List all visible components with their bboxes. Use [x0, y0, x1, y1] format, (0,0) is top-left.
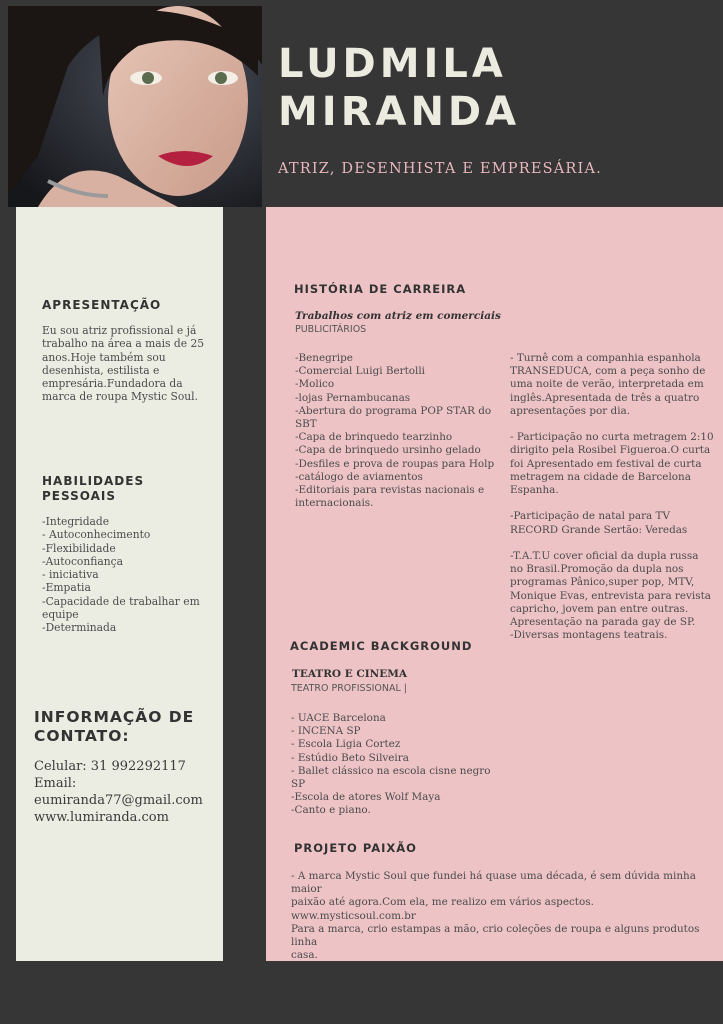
profession-subtitle: ATRIZ, DESENHISTA E EMPRESÁRIA. [278, 161, 602, 177]
paixao-heading: PROJETO PAIXÃO [294, 841, 417, 855]
email-label: Email: [34, 776, 77, 791]
apresentacao-heading: APRESENTAÇÃO [42, 298, 162, 312]
website-link[interactable]: www.lumiranda.com [34, 810, 169, 825]
habilidades-heading-line-2: PESSOAIS [42, 489, 117, 503]
person-name [278, 40, 520, 136]
carreira-heading: HISTÓRIA DE CARREIRA [294, 282, 467, 296]
habilidades-heading [42, 474, 144, 504]
publicitarios-label: PUBLICITÁRIOS [295, 324, 367, 335]
academic-list: - UACE Barcelona - INCENA SP - Escola Ligia Cortez - Estúdio Beto Silveira - Ballet clássico na escola cisne negro SP -Escola de atores Wolf Maya -Canto e piano. [291, 712, 491, 817]
habilidades-list: -Integridade - Autoconhecimento -Flexibilidade -Autoconfiança - iniciativa -Empatia -Capacidade de trabalhar em equipe -Determinada [42, 515, 200, 635]
habilidades-heading-line-1: HABILIDADES [42, 474, 145, 488]
name-line-2: MIRANDA [278, 89, 521, 135]
carreira-column-1: -Benegripe -Comercial Luigi Bertolli -Molico -lojas Pernambucanas -Abertura do programa POP STAR do SBT -Capa de brinquedo tearzinho -Capa de brinquedo ursinho gelado -Desfiles e prova de roupas para Holp -catálogo de aviamentos -Editoriais para revistas nacionais e internacionais. [295, 352, 495, 510]
academic-heading: ACADEMIC BACKGROUND [290, 639, 473, 653]
profile-photo [8, 6, 262, 207]
apresentacao-text: Eu sou atriz profissional e já trabalho na área a mais de 25 anos.Hoje também sou desenhista, estilista e empresária.Fundadora da marca de roupa Mystic Soul. [42, 324, 205, 404]
name-line-1: LUDMILA [278, 41, 507, 87]
contato-heading-line-1: INFORMAÇÃO DE [34, 708, 195, 726]
contato-heading-line-2: CONTATO: [34, 727, 130, 745]
email-address[interactable]: eumiranda77@gmail.com [34, 793, 203, 808]
phone-number: Celular: 31 992292117 [34, 759, 186, 774]
teatro-profissional-label: TEATRO PROFISSIONAL | [291, 683, 407, 694]
comerciais-subheading: Trabalhos com atriz em comerciais [295, 310, 501, 322]
carreira-column-2: - Turnê com a companhia espanhola TRANSEDUCA, com a peça sonho de uma noite de verão, interpretada em inglês.Apresentada de três a quatro apresentações por dia. - Participação no curta metragem 2:10 dirigito pela Rosibel Figueroa.O curta foi Apresentado em festival de curta metragem na cidade de Barcelona Espanha. -Participação de natal para TV RECORD Grande Sertão: Veredas -T.A.T.U cover oficial da dupla russa no Brasil.Promoção da dupla nos programas Pânico,super pop, MTV, Monique Evas, entrevista para revista capricho, jovem pan entre outras. Apresentação na parada gay de SP. -Diversas montagens teatrais. [510, 352, 714, 642]
contact-block [34, 758, 203, 826]
teatro-subheading: TEATRO E CINEMA [292, 668, 408, 680]
contato-heading [34, 708, 194, 746]
paixao-text: - A marca Mystic Soul que fundei há quase uma década, é sem dúvida minha maior paixão até agora.Com ela, me realizo em vários aspectos. www.mysticsoul.com.br Para a marca, crio estampas a mão, crio coleções de roupa e alguns produtos linha casa. [291, 870, 700, 962]
